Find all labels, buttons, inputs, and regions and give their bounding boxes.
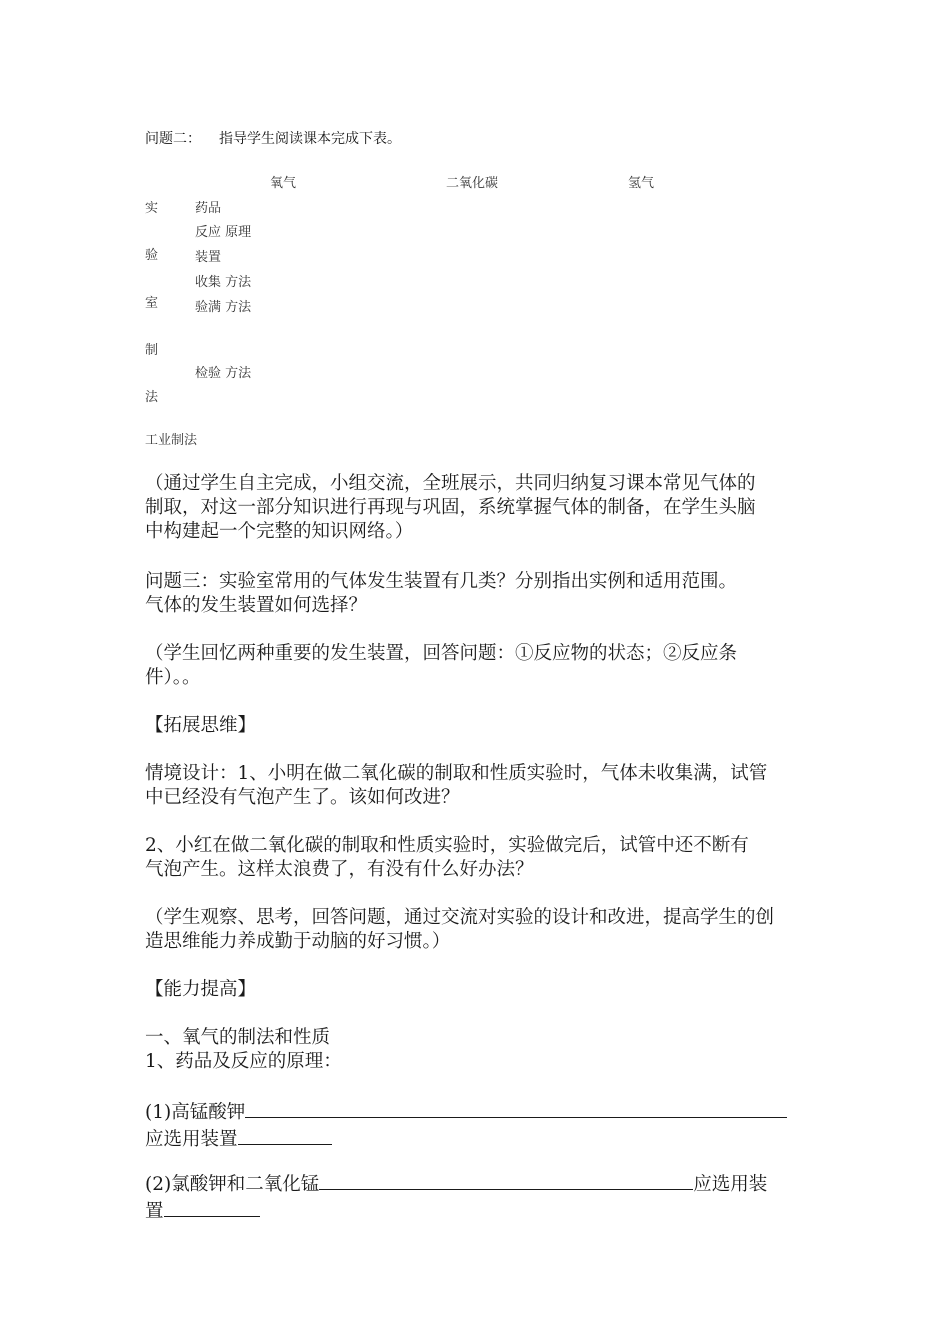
text-line: 造思维能力养成勤于动脑的好习惯。）: [145, 931, 451, 952]
question-apparatus-label: 应选用装置: [145, 1129, 238, 1150]
side-label-char: 室: [145, 296, 159, 311]
row-label-apparatus: 装置: [195, 250, 222, 265]
column-header-co2: 二氧化碳: [446, 176, 499, 191]
problem-two-heading: [145, 128, 401, 148]
question-potassium-chlorate: [145, 1170, 807, 1224]
answer-blank[interactable]: [319, 1170, 693, 1190]
answer-blank[interactable]: [164, 1197, 260, 1217]
text-line: 中构建起一个完整的知识网络。）: [145, 521, 414, 542]
text-line: 情境设计：1、小明在做二氧化碳的制取和性质实验时，气体未收集满，试管: [145, 763, 768, 784]
question-prefix: (1)高锰酸钾: [145, 1102, 246, 1123]
side-label-char: 验: [145, 248, 159, 263]
paragraph-student-recall: [145, 642, 807, 690]
text-line: 气体的发生装置如何选择？: [145, 595, 368, 616]
question-apparatus-label-cont: 置: [145, 1201, 164, 1222]
section-subtitle: 1、药品及反应的原理：: [145, 1051, 342, 1072]
section-title: 一、氧气的制法和性质: [145, 1027, 331, 1048]
text-line: 制取，对这一部分知识进行再现与巩固，系统掌握气体的制备，在学生头脑: [145, 497, 756, 518]
problem-two-label: 问题二：: [145, 131, 201, 147]
answer-blank[interactable]: [238, 1125, 332, 1145]
text-line: （学生观察、思考，回答问题，通过交流对实验的设计和改进，提高学生的创: [145, 907, 775, 928]
text-line: 中已经没有气泡产生了。该如何改进？: [145, 787, 460, 808]
column-header-oxygen: 氧气: [270, 176, 297, 191]
text-line: 2、小红在做二氧化碳的制取和性质实验时，实验做完后，试管中还不断有: [145, 835, 749, 856]
text-line: 件）。。: [145, 667, 201, 688]
section-oxygen: [145, 1026, 807, 1074]
row-label-industrial: 工业制法: [145, 433, 198, 448]
paragraph-scenario-one: [145, 762, 807, 810]
side-label-char: 法: [145, 390, 159, 405]
row-label-reagents: 药品: [195, 201, 222, 216]
text-line: （学生回忆两种重要的发生装置，回答问题：①反应物的状态；②反应条: [145, 643, 738, 664]
row-label-test-method: 检验 方法: [195, 366, 252, 381]
text-line: 气泡产生。这样太浪费了，有没有什么好办法？: [145, 859, 534, 880]
question-apparatus-label: 应选用装: [693, 1174, 768, 1195]
text-line: （通过学生自主完成，小组交流，全班展示，共同归纳复习课本常见气体的: [145, 473, 756, 494]
side-label-char: 制: [145, 343, 159, 358]
heading-expand-thinking: 【拓展思维】: [145, 715, 257, 736]
row-label-reaction-principle: 反应 原理: [195, 225, 252, 240]
row-label-full-test-method: 验满 方法: [195, 300, 252, 315]
side-label-char: 实: [145, 201, 159, 216]
heading-ability-improvement: 【能力提高】: [145, 979, 257, 1000]
paragraph-student-observe: [145, 906, 807, 954]
answer-blank[interactable]: [245, 1098, 787, 1118]
paragraph-scenario-two: [145, 834, 807, 882]
problem-two-text: 指导学生阅读课本完成下表。: [219, 131, 401, 147]
row-label-collection-method: 收集 方法: [195, 275, 252, 290]
paragraph-summary: [145, 472, 807, 544]
question-potassium-permanganate: [145, 1098, 807, 1152]
column-header-hydrogen: 氢气: [628, 176, 655, 191]
question-prefix: (2)氯酸钾和二氧化锰: [145, 1174, 320, 1195]
text-line: 问题三：实验室常用的气体发生装置有几类？分别指出实例和适用范围。: [145, 571, 738, 592]
paragraph-problem-three: [145, 570, 807, 618]
